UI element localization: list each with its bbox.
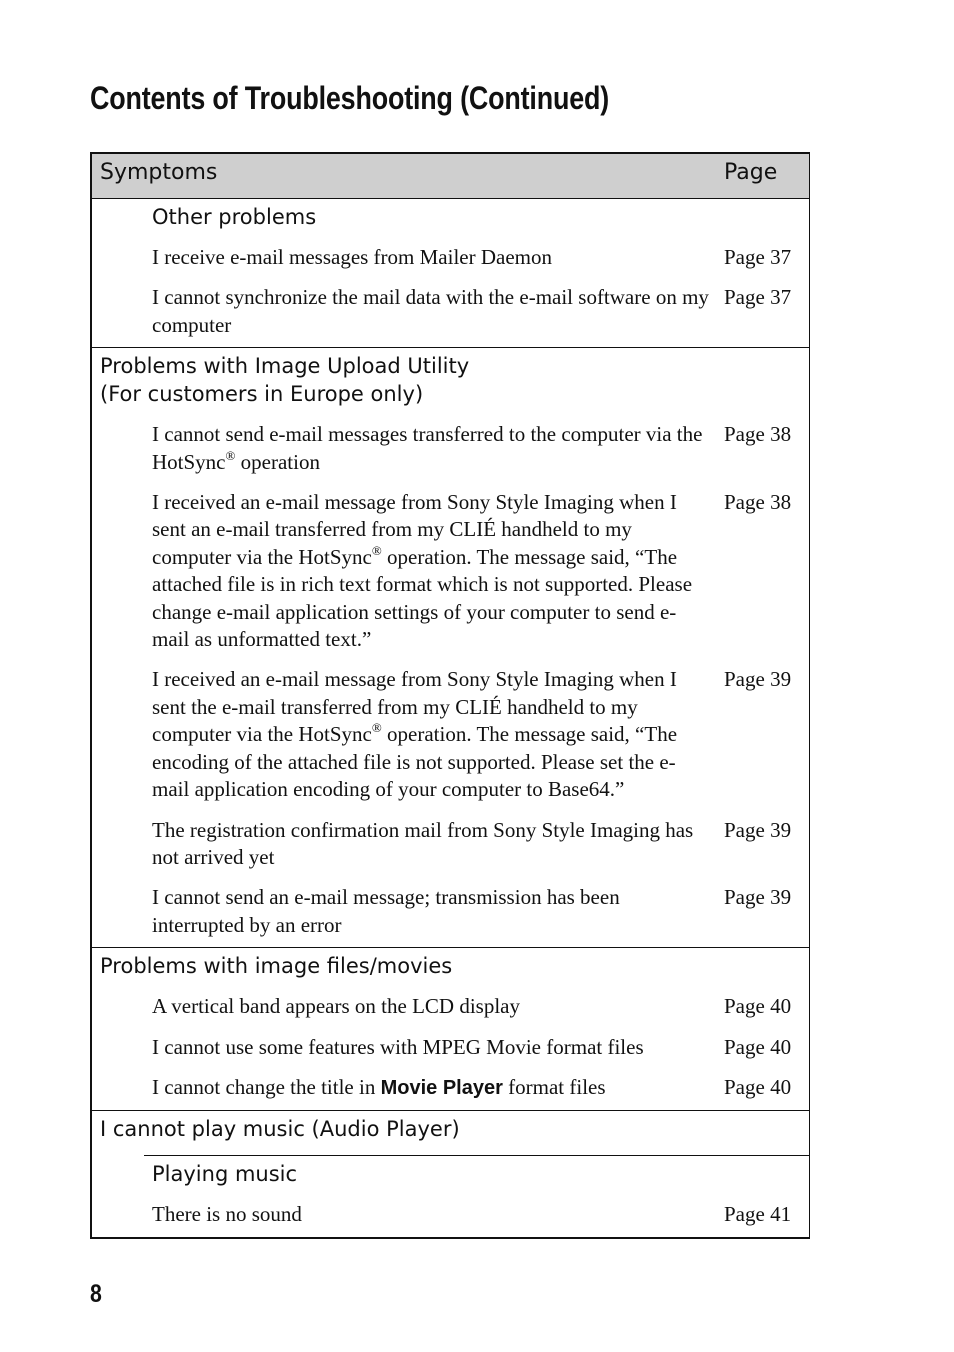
entry-page-ref[interactable]: Page 38	[724, 490, 792, 515]
entry-text: I cannot send an e-mail message; transmission has been interrupted by an error	[152, 885, 620, 937]
entry-text-part: I cannot change the title in	[152, 1074, 381, 1099]
entry-text	[152, 421, 712, 476]
entry-text	[152, 666, 712, 803]
entry-page-ref[interactable]: Page 39	[724, 817, 792, 842]
registered-mark: ®	[371, 542, 382, 558]
toc-entry[interactable]	[92, 1061, 809, 1110]
toc-entry[interactable]	[92, 1188, 809, 1236]
toc-entry[interactable]	[92, 871, 809, 947]
registered-mark: ®	[371, 720, 382, 736]
app-name-keyword: Movie Player	[380, 1076, 503, 1099]
entry-text: The registration confirmation mail from Sony Style Imaging has not arrived yet	[152, 817, 694, 869]
page-number: 8	[90, 1280, 102, 1308]
entry-page-ref[interactable]: Page 39	[724, 885, 792, 910]
entry-page-ref[interactable]: Page 37	[724, 285, 792, 310]
entry-text-part: operation. The message said, “The encoding of the attached file is not supported. Please set the e-mail application encoding of your computer to Base64.”	[152, 722, 678, 802]
toc-entry[interactable]	[92, 1021, 809, 1061]
entry-text-part: format files	[502, 1074, 606, 1099]
subsection-title: Other problems	[152, 205, 317, 229]
entry-text-part: I received an e-mail message from Sony Style Imaging when I sent an e-mail transferred from my CLIÉ handheld to my computer via the HotSync	[152, 490, 677, 569]
section-title	[92, 348, 809, 408]
section-title: Problems with image files/movies	[100, 954, 453, 979]
entry-text	[152, 1074, 712, 1102]
troubleshooting-contents-table	[90, 152, 810, 1239]
page-column-header: Page	[724, 160, 778, 185]
entry-text	[152, 489, 712, 653]
entry-page-ref[interactable]: Page 41	[724, 1202, 792, 1227]
entry-page-ref[interactable]: Page 38	[724, 422, 792, 447]
section-other-problems	[92, 199, 809, 348]
entry-page-ref[interactable]: Page 40	[724, 994, 792, 1019]
entry-text: There is no sound	[152, 1202, 302, 1227]
entry-page-ref[interactable]: Page 40	[724, 1034, 792, 1059]
entry-page-ref[interactable]: Page 39	[724, 667, 792, 692]
section-image-files-movies	[92, 948, 809, 1111]
section-title: I cannot play music (Audio Player)	[100, 1117, 460, 1142]
toc-entry[interactable]	[92, 231, 809, 271]
entry-text: I receive e-mail messages from Mailer Daemon	[152, 245, 552, 269]
entry-page-ref[interactable]: Page 37	[724, 245, 792, 269]
page-title: Contents of Troubleshooting (Continued)	[90, 80, 610, 116]
entry-text: I cannot synchronize the mail data with the e-mail software on my computer	[152, 285, 709, 337]
toc-entry[interactable]	[92, 408, 809, 476]
toc-entry[interactable]	[92, 980, 809, 1020]
entry-page-ref[interactable]: Page 40	[724, 1074, 792, 1099]
toc-entry[interactable]	[92, 271, 809, 347]
registered-mark: ®	[225, 447, 236, 463]
entry-text-part: operation. The message said, “The attached file is in rich text format which is not supported. Please change e-mail application settings of your computer to send e-mail as unformatted text.”	[152, 544, 693, 652]
toc-entry[interactable]	[92, 804, 809, 872]
toc-entry[interactable]	[92, 653, 809, 803]
table-header	[92, 154, 809, 199]
section-title-line: (For customers in Europe only)	[100, 382, 424, 407]
subsection-title: Playing music	[144, 1155, 809, 1188]
symptoms-column-header: Symptoms	[100, 160, 218, 185]
entry-text: I cannot use some features with MPEG Movie format files	[152, 1034, 644, 1059]
entry-text-part: operation	[235, 449, 320, 474]
section-image-upload-utility	[92, 348, 809, 948]
entry-text: A vertical band appears on the LCD display	[152, 994, 520, 1019]
entry-text-part: I received an e-mail message from Sony Style Imaging when I sent the e-mail transferred from my CLIÉ handheld to my computer via the HotSync	[152, 667, 677, 747]
section-title-line: Problems with Image Upload Utility	[100, 354, 470, 379]
toc-entry[interactable]	[92, 476, 809, 653]
section-audio-player	[92, 1111, 809, 1236]
entry-text-part: I cannot send e-mail messages transferred to the computer via the HotSync	[152, 422, 703, 474]
